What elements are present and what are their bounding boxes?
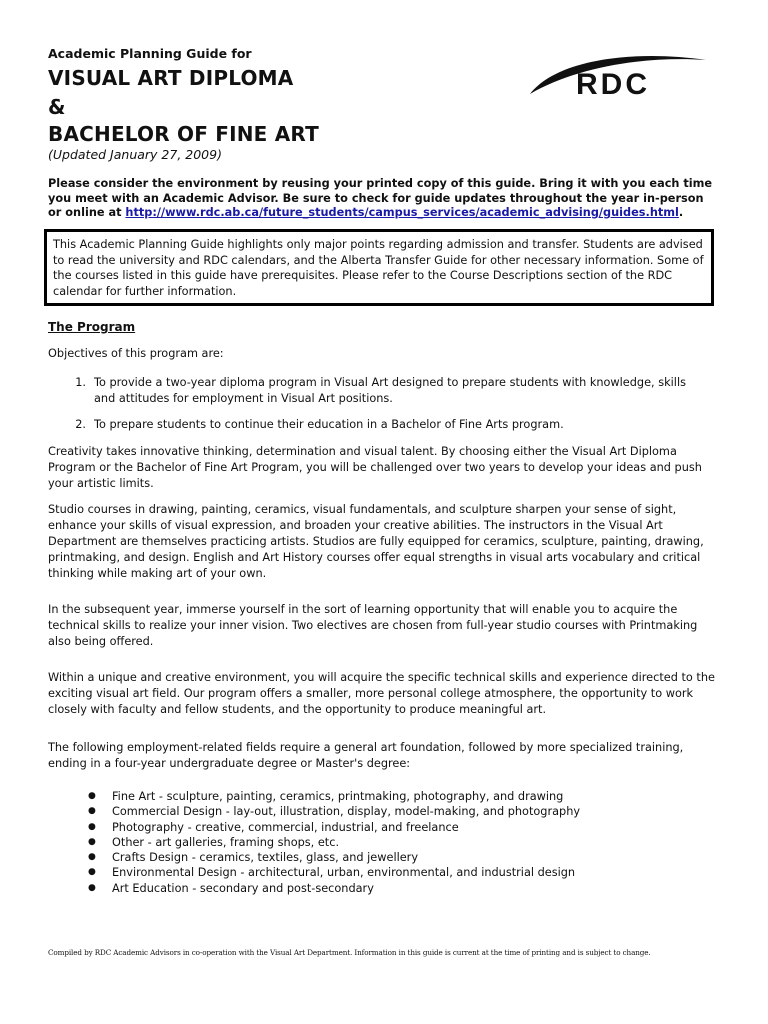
objective-number: 1. xyxy=(75,376,86,389)
list-item xyxy=(88,789,708,804)
objective-number: 2. xyxy=(75,418,86,431)
list-item xyxy=(88,850,708,865)
disclaimer-text: This Academic Planning Guide highlights only major points regarding admission and transfer. Students are advised to read the university and RDC calendars, and the Alberta Transfer Guide for other necessary information. Some of the courses listed in this guide have prerequisites. Please refer to the Course Descriptions section of the RDC calendar for further information. xyxy=(53,238,704,298)
objective-item xyxy=(48,417,708,433)
paragraph-creativity: Creativity takes innovative thinking, determination and visual talent. By choosing either the Visual Art Diploma Program or the Bachelor of Fine Art Program, you will be challenged over two years to develop your ideas and push your artistic limits. xyxy=(48,445,702,490)
objective-text: To prepare students to continue their education in a Bachelor of Fine Arts program. xyxy=(94,418,564,431)
updated-date: (Updated January 27, 2009) xyxy=(48,147,222,162)
guide-kicker: Academic Planning Guide for xyxy=(48,46,252,61)
objectives-intro: Objectives of this program are: xyxy=(48,347,224,360)
fields-list xyxy=(88,789,708,896)
bullet-icon: ● xyxy=(88,806,96,817)
objective-item xyxy=(48,375,708,407)
paragraph-studio-courses: Studio courses in drawing, painting, ceramics, visual fundamentals, and sculpture sharpen your sense of sight, enhance your skills of visual expression, and broaden your creative abilities. The instructors in the Visual Art Department are themselves practicing artists. Studios are fully equipped for ceramics, sculpture, painting, drawing, printmaking, and design. English and Art History courses offer equal strengths in visual arts vocabulary and critical thinking while making art of your own. xyxy=(48,503,704,580)
list-item xyxy=(88,881,708,896)
paragraph-environment: Within a unique and creative environment, you will acquire the specific technical skills and experience directed to the exciting visual art field. Our program offers a smaller, more personal college atmosphere, the opportunity to work closely with faculty and fellow students, and the opportunity to produce meaningful art. xyxy=(48,671,715,716)
list-item xyxy=(88,835,708,850)
paragraph-employment-fields: The following employment-related fields require a general art foundation, followed by more specialized training, ending in a four-year undergraduate degree or Master's degree: xyxy=(48,741,684,770)
title-line-2: & xyxy=(48,95,66,119)
bullet-icon: ● xyxy=(88,836,96,847)
notice-text: Please consider the environment by reusing your printed copy of this guide. Bring it with you each time you meet with an Academic Advisor. Be sure to check for guide updates throughout the year in-person or online at xyxy=(48,177,713,219)
logo-wordmark: RDC xyxy=(576,68,650,101)
notice-end: . xyxy=(678,206,684,219)
footer-note: Compiled by RDC Academic Advisors in co-operation with the Visual Art Department. Information in this guide is current at the time of printing and is subject to change. xyxy=(48,948,651,957)
list-item-text: Environmental Design - architectural, urban, environmental, and industrial design xyxy=(112,866,576,880)
list-item-text: Other - art galleries, framing shops, etc. xyxy=(112,835,340,849)
title-line-3: BACHELOR OF FINE ART xyxy=(48,122,319,146)
guides-link[interactable]: http://www.rdc.ab.ca/future_students/campus_services/academic_advising/guides.html xyxy=(125,206,679,219)
list-item-text: Photography - creative, commercial, industrial, and freelance xyxy=(112,820,459,834)
bullet-icon: ● xyxy=(88,791,96,801)
section-heading-program: The Program xyxy=(48,320,136,334)
objectives-list xyxy=(48,375,708,433)
environment-notice xyxy=(48,177,720,221)
disclaimer-box xyxy=(44,229,714,306)
list-item-text: Commercial Design - lay-out, illustration, display, model-making, and photography xyxy=(112,805,581,819)
list-item xyxy=(88,865,708,880)
list-item-text: Crafts Design - ceramics, textiles, glass, and jewellery xyxy=(112,851,419,865)
rdc-logo xyxy=(528,50,718,110)
paragraph-subsequent-year: In the subsequent year, immerse yourself in the sort of learning opportunity that will enable you to acquire the technical skills to realize your inner vision. Two electives are chosen from full-year studio courses with Printmaking also being offered. xyxy=(48,603,698,648)
list-item-text: Art Education - secondary and post-secondary xyxy=(112,881,374,895)
bullet-icon: ● xyxy=(88,882,96,893)
title-line-1: VISUAL ART DIPLOMA xyxy=(48,66,294,90)
objective-text: To provide a two-year diploma program in Visual Art designed to prepare students with knowledge, skills and attitudes for employment in Visual Art positions. xyxy=(94,376,686,405)
bullet-icon: ● xyxy=(88,821,96,832)
bullet-icon: ● xyxy=(88,867,96,878)
list-item-text: Fine Art - sculpture, painting, ceramics, printmaking, photography, and drawing xyxy=(112,790,564,803)
list-item xyxy=(88,804,708,819)
list-item xyxy=(88,820,708,835)
bullet-icon: ● xyxy=(88,852,96,863)
